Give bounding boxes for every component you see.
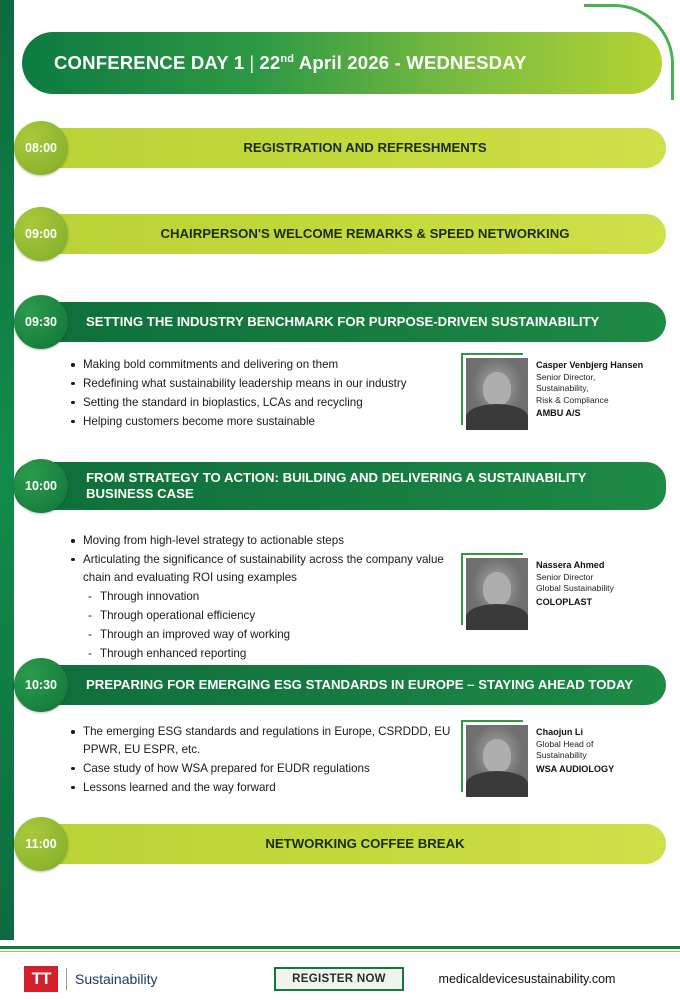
speaker-role-line: Senior Director, bbox=[536, 372, 596, 382]
footer-divider bbox=[0, 946, 680, 949]
speaker-meta bbox=[536, 358, 643, 432]
session-time-badge: 10:30 bbox=[14, 658, 68, 712]
left-accent-bar bbox=[0, 0, 14, 940]
speaker-photo-wrap bbox=[466, 558, 528, 664]
session-0800 bbox=[14, 128, 666, 168]
speaker-role-line: Sustainability bbox=[536, 750, 587, 761]
session-bar bbox=[14, 128, 666, 168]
speaker-name: Chaojun Li bbox=[536, 727, 583, 737]
session-title: PREPARING FOR EMERGING ESG STANDARDS IN EUROPE – STAYING AHEAD TODAY bbox=[86, 676, 634, 692]
speaker-name: Casper Venbjerg Hansen bbox=[536, 360, 644, 370]
session-time-badge: 09:00 bbox=[14, 207, 68, 261]
session-time-badge: 10:00 bbox=[14, 459, 68, 513]
speaker-role-line: Global Sustainability bbox=[536, 583, 614, 594]
session-1100 bbox=[14, 824, 666, 864]
footer-divider-secondary bbox=[0, 951, 680, 952]
speaker-card bbox=[466, 356, 666, 432]
tt-logo-icon: TT bbox=[24, 966, 58, 992]
speaker-photo bbox=[466, 358, 528, 430]
speaker-meta bbox=[536, 725, 614, 798]
session-bullets bbox=[70, 356, 466, 432]
bullet-item: Making bold commitments and delivering on them bbox=[70, 356, 466, 374]
bullet-item: Articulating the significance of sustainability across the company value chain and evaluating ROI using examples bbox=[70, 551, 466, 587]
session-title: CHAIRPERSON'S WELCOME REMARKS & SPEED NETWORKING bbox=[160, 225, 570, 241]
session-title: SETTING THE INDUSTRY BENCHMARK FOR PURPOSE-DRIVEN SUSTAINABILITY bbox=[86, 313, 600, 329]
session-time-badge: 08:00 bbox=[14, 121, 68, 175]
bullet-item: Redefining what sustainability leadership means in our industry bbox=[70, 375, 466, 393]
bullet-item: Lessons learned and the way forward bbox=[70, 779, 466, 797]
speaker-photo bbox=[466, 558, 528, 630]
header-date-rest: April 2026 - WEDNESDAY bbox=[294, 52, 527, 73]
bullet-item: Setting the standard in bioplastics, LCAs and recycling bbox=[70, 394, 466, 412]
bullet-item: Moving from high-level strategy to actionable steps bbox=[70, 532, 466, 550]
speaker-photo bbox=[466, 725, 528, 797]
speaker-role-line: Risk & Compliance bbox=[536, 394, 609, 405]
session-bar bbox=[14, 665, 666, 705]
speaker-organization: COLOPLAST bbox=[536, 596, 593, 607]
conference-header-banner bbox=[22, 32, 662, 94]
sub-bullet-item: - Through an improved way of working bbox=[86, 626, 466, 644]
sub-bullet-item: - Through enhanced reporting bbox=[86, 645, 466, 663]
session-title: REGISTRATION AND REFRESHMENTS bbox=[243, 139, 487, 155]
speaker-role-line: Global Head of bbox=[536, 739, 594, 749]
speaker-role-line: Sustainability, bbox=[536, 383, 589, 394]
session-0930 bbox=[14, 302, 666, 432]
header-date-suffix: nd bbox=[280, 52, 295, 65]
bullet-item: Helping customers become more sustainable bbox=[70, 413, 466, 431]
speaker-name: Nassera Ahmed bbox=[536, 560, 605, 570]
header-separator: | bbox=[249, 52, 255, 73]
session-body bbox=[14, 342, 666, 432]
session-time-badge: 11:00 bbox=[14, 817, 68, 871]
session-bullets bbox=[70, 723, 466, 798]
speaker-photo-wrap bbox=[466, 358, 528, 432]
brand-logo bbox=[0, 966, 250, 992]
register-now-button[interactable]: REGISTER NOW bbox=[274, 967, 404, 991]
header-day-label: CONFERENCE DAY 1 bbox=[54, 52, 245, 73]
speaker-organization: WSA AUDIOLOGY bbox=[536, 763, 615, 774]
sub-bullet-item: - Through operational efficiency bbox=[86, 607, 466, 625]
logo-divider bbox=[66, 968, 67, 990]
speaker-role-line: Senior Director bbox=[536, 572, 594, 582]
header-date-number: 22 bbox=[259, 52, 281, 73]
session-body bbox=[14, 510, 666, 664]
bullet-item: The emerging ESG standards and regulations in Europe, CSRDDD, EU PPWR, EU ESPR, etc. bbox=[70, 723, 466, 759]
bullet-item: Case study of how WSA prepared for EUDR regulations bbox=[70, 760, 466, 778]
session-0900 bbox=[14, 214, 666, 254]
session-bullets bbox=[70, 532, 466, 664]
speaker-meta bbox=[536, 558, 614, 664]
speaker-photo-wrap bbox=[466, 725, 528, 798]
session-bar bbox=[14, 462, 666, 510]
session-title: FROM STRATEGY TO ACTION: BUILDING AND DELIVERING A SUSTAINABILITY BUSINESS CASE bbox=[86, 469, 587, 501]
session-body bbox=[14, 705, 666, 798]
speaker-organization: AMBU A/S bbox=[536, 408, 581, 419]
session-title: NETWORKING COFFEE BREAK bbox=[265, 835, 465, 851]
session-time-badge: 09:30 bbox=[14, 295, 68, 349]
session-bar bbox=[14, 302, 666, 342]
sub-bullet-item: - Through innovation bbox=[86, 588, 466, 606]
page-title bbox=[22, 52, 527, 74]
website-url[interactable]: medicaldevicesustainability.com bbox=[438, 972, 616, 986]
session-1000 bbox=[14, 462, 666, 664]
session-1030 bbox=[14, 665, 666, 798]
speaker-card bbox=[466, 723, 666, 798]
session-bar bbox=[14, 824, 666, 864]
session-bar bbox=[14, 214, 666, 254]
session-sub-bullets bbox=[86, 588, 466, 663]
speaker-card bbox=[466, 532, 666, 664]
brand-logo-text: Sustainability bbox=[75, 971, 158, 987]
page-footer bbox=[0, 958, 680, 1000]
